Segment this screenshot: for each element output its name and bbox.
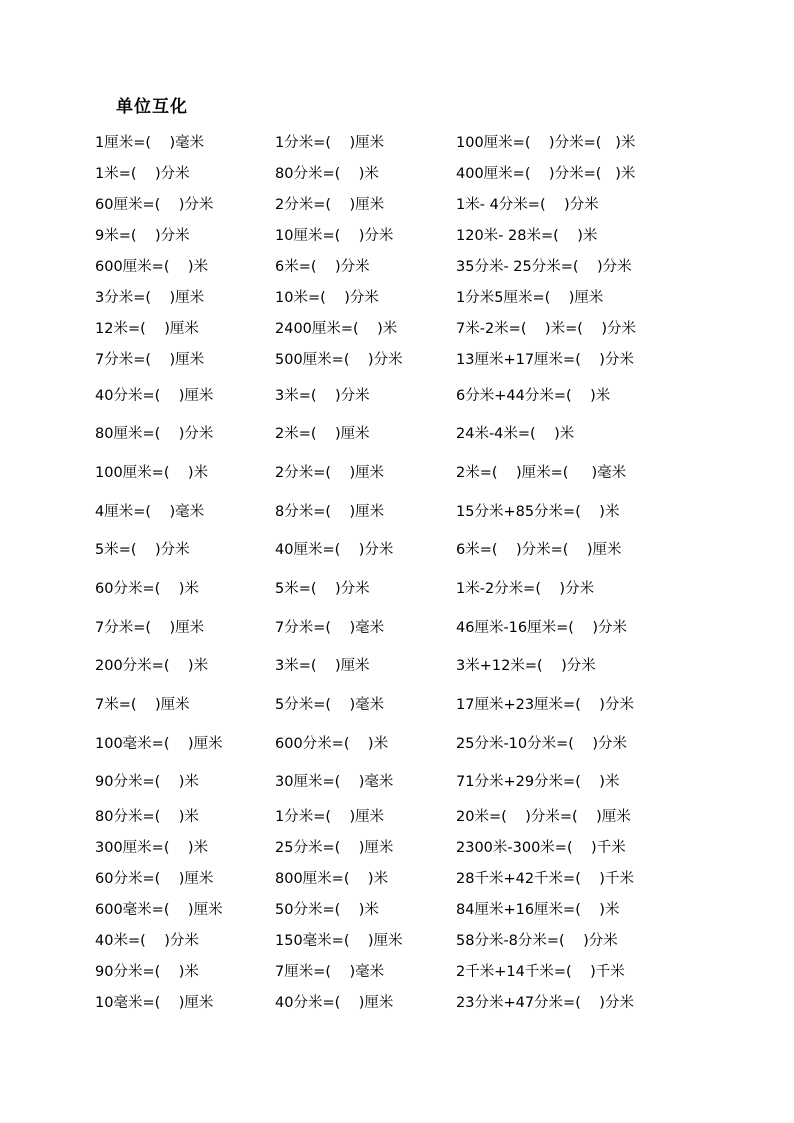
conversion-problem: 3米+12米=( )分米 [456, 658, 596, 674]
conversion-problem: 30厘米=( )毫米 [275, 774, 394, 790]
conversion-problem: 200分米=( )米 [95, 658, 209, 674]
conversion-problem: 28千米+42千米=( )千米 [456, 871, 634, 887]
conversion-problem: 2米=( )厘米=( )毫米 [456, 465, 627, 481]
conversion-problem: 50分米=( )米 [275, 902, 379, 918]
conversion-problem: 90分米=( )米 [95, 964, 199, 980]
conversion-problem: 2千米+14千米=( )千米 [456, 964, 625, 980]
conversion-problem: 10厘米=( )分米 [275, 228, 394, 244]
conversion-problem: 12米=( )厘米 [95, 321, 199, 337]
conversion-problem: 3米=( )厘米 [275, 658, 370, 674]
conversion-problem: 6分米+44分米=( )米 [456, 388, 611, 404]
conversion-problem: 80分米=( )米 [95, 809, 199, 825]
conversion-problem: 71分米+29分米=( )米 [456, 774, 620, 790]
conversion-problem: 2米=( )厘米 [275, 426, 370, 442]
conversion-problem: 3分米=( )厘米 [95, 290, 205, 306]
conversion-problem: 15分米+85分米=( )米 [456, 504, 620, 520]
conversion-problem: 25分米=( )厘米 [275, 840, 394, 856]
conversion-problem: 40米=( )分米 [95, 933, 199, 949]
conversion-problem: 58分米-8分米=( )分米 [456, 933, 618, 949]
conversion-problem: 150毫米=( )厘米 [275, 933, 403, 949]
conversion-problem: 7分米=( )毫米 [275, 620, 385, 636]
conversion-problem: 1米- 4分米=( )分米 [456, 197, 599, 213]
conversion-problem: 6米=( )分米=( )厘米 [456, 542, 622, 558]
conversion-problem: 90分米=( )米 [95, 774, 199, 790]
conversion-problem: 10毫米=( )厘米 [95, 995, 214, 1011]
conversion-problem: 800厘米=( )米 [275, 871, 389, 887]
conversion-problem: 20米=( )分米=( )厘米 [456, 809, 631, 825]
conversion-problem: 7米=( )厘米 [95, 697, 190, 713]
page-title: 单位互化 [116, 97, 188, 117]
conversion-problem: 600毫米=( )厘米 [95, 902, 223, 918]
conversion-problem: 5米=( )分米 [275, 581, 370, 597]
conversion-problem: 120米- 28米=( )米 [456, 228, 598, 244]
conversion-problem: 400厘米=( )分米=( )米 [456, 166, 636, 182]
conversion-problem: 6米=( )分米 [275, 259, 370, 275]
conversion-problem: 3米=( )分米 [275, 388, 370, 404]
conversion-problem: 2分米=( )厘米 [275, 465, 385, 481]
conversion-problem: 25分米-10分米=( )分米 [456, 736, 628, 752]
conversion-problem: 500厘米=( )分米 [275, 352, 403, 368]
conversion-problem: 5分米=( )毫米 [275, 697, 385, 713]
conversion-problem: 40分米=( )厘米 [275, 995, 394, 1011]
conversion-problem: 300厘米=( )米 [95, 840, 209, 856]
conversion-problem: 46厘米-16厘米=( )分米 [456, 620, 628, 636]
conversion-problem: 600厘米=( )米 [95, 259, 209, 275]
conversion-problem: 84厘米+16厘米=( )米 [456, 902, 620, 918]
conversion-problem: 80厘米=( )分米 [95, 426, 214, 442]
conversion-problem: 35分米- 25分米=( )分米 [456, 259, 632, 275]
conversion-problem: 1分米5厘米=( )厘米 [456, 290, 604, 306]
conversion-problem: 1分米=( )厘米 [275, 135, 385, 151]
conversion-problem: 4厘米=( )毫米 [95, 504, 205, 520]
conversion-problem: 24米-4米=( )米 [456, 426, 575, 442]
conversion-problem: 1分米=( )厘米 [275, 809, 385, 825]
conversion-problem: 1米=( )分米 [95, 166, 190, 182]
conversion-problem: 1厘米=( )毫米 [95, 135, 205, 151]
conversion-problem: 13厘米+17厘米=( )分米 [456, 352, 634, 368]
conversion-problem: 7分米=( )厘米 [95, 352, 205, 368]
conversion-problem: 7厘米=( )毫米 [275, 964, 385, 980]
conversion-problem: 100厘米=( )米 [95, 465, 209, 481]
conversion-problem: 5米=( )分米 [95, 542, 190, 558]
conversion-problem: 40分米=( )厘米 [95, 388, 214, 404]
conversion-problem: 60厘米=( )分米 [95, 197, 214, 213]
conversion-problem: 40厘米=( )分米 [275, 542, 394, 558]
conversion-problem: 80分米=( )米 [275, 166, 379, 182]
conversion-problem: 100毫米=( )厘米 [95, 736, 223, 752]
conversion-problem: 100厘米=( )分米=( )米 [456, 135, 636, 151]
conversion-problem: 2400厘米=( )米 [275, 321, 398, 337]
conversion-problem: 60分米=( )厘米 [95, 871, 214, 887]
conversion-problem: 10米=( )分米 [275, 290, 379, 306]
conversion-problem: 2分米=( )厘米 [275, 197, 385, 213]
conversion-problem: 7米-2米=( )米=( )分米 [456, 321, 636, 337]
conversion-problem: 17厘米+23厘米=( )分米 [456, 697, 634, 713]
conversion-problem: 9米=( )分米 [95, 228, 190, 244]
conversion-problem: 7分米=( )厘米 [95, 620, 205, 636]
conversion-problem: 600分米=( )米 [275, 736, 389, 752]
conversion-problem: 2300米-300米=( )千米 [456, 840, 626, 856]
conversion-problem: 60分米=( )米 [95, 581, 199, 597]
conversion-problem: 1米-2分米=( )分米 [456, 581, 595, 597]
conversion-problem: 23分米+47分米=( )分米 [456, 995, 634, 1011]
conversion-problem: 8分米=( )厘米 [275, 504, 385, 520]
